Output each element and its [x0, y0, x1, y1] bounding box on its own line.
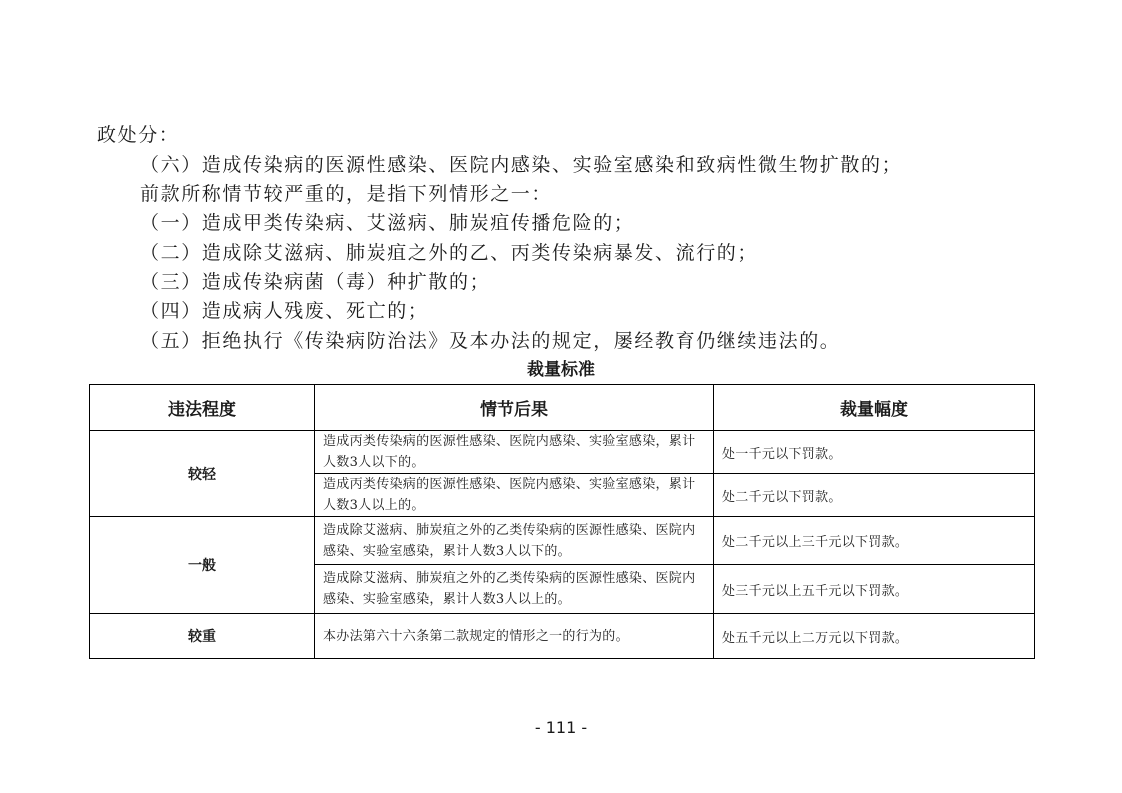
- penalty-cell: 处一千元以下罚款。: [714, 431, 1035, 474]
- discretion-standard-table: [89, 384, 1035, 659]
- table-row: [90, 431, 1035, 474]
- level-cell-general: 一般: [90, 517, 315, 614]
- consequence-cell: 造成丙类传染病的医源性感染、医院内感染、实验室感染，累计人数3人以上的。: [315, 474, 714, 517]
- paragraph-item-six: （六）造成传染病的医源性感染、医院内感染、实验室感染和致病性微生物扩散的；: [140, 154, 903, 176]
- table-caption: 裁量标准: [527, 360, 595, 380]
- paragraph-serious-intro: 前款所称情节较严重的，是指下列情形之一：: [140, 183, 553, 205]
- paragraph-serious-item-4: （四）造成病人残废、死亡的；: [140, 300, 429, 322]
- table-row: [90, 614, 1035, 659]
- paragraph-serious-item-2: （二）造成除艾滋病、肺炭疽之外的乙、丙类传染病暴发、流行的；: [140, 242, 759, 264]
- consequence-cell: 造成除艾滋病、肺炭疽之外的乙类传染病的医源性感染、医院内感染、实验室感染，累计人数3人以上的。: [315, 565, 714, 614]
- page-number: - 111 -: [534, 718, 588, 737]
- penalty-cell: 处三千元以上五千元以下罚款。: [714, 565, 1035, 614]
- header-circumstance-consequence: 情节后果: [315, 385, 714, 431]
- table-row: [90, 517, 1035, 565]
- level-cell-serious: 较重: [90, 614, 315, 659]
- table-header-row: [90, 385, 1035, 431]
- paragraph-serious-item-3: （三）造成传染病菌（毒）种扩散的；: [140, 271, 491, 293]
- penalty-cell: 处二千元以上三千元以下罚款。: [714, 517, 1035, 565]
- consequence-cell: 本办法第六十六条第二款规定的情形之一的行为的。: [315, 614, 714, 659]
- consequence-cell: 造成丙类传染病的医源性感染、医院内感染、实验室感染，累计人数3人以下的。: [315, 431, 714, 474]
- consequence-cell: 造成除艾滋病、肺炭疽之外的乙类传染病的医源性感染、医院内感染、实验室感染，累计人数3人以下的。: [315, 517, 714, 565]
- paragraph-penalty-tail: 政处分：: [97, 124, 180, 146]
- paragraph-serious-item-5: （五）拒绝执行《传染病防治法》及本办法的规定，屡经教育仍继续违法的。: [140, 330, 841, 352]
- level-cell-minor: 较轻: [90, 431, 315, 517]
- paragraph-serious-item-1: （一）造成甲类传染病、艾滋病、肺炭疽传播危险的；: [140, 212, 635, 234]
- header-penalty-range: 裁量幅度: [714, 385, 1035, 431]
- penalty-cell: 处五千元以上二万元以下罚款。: [714, 614, 1035, 659]
- penalty-cell: 处二千元以下罚款。: [714, 474, 1035, 517]
- header-violation-degree: 违法程度: [90, 385, 315, 431]
